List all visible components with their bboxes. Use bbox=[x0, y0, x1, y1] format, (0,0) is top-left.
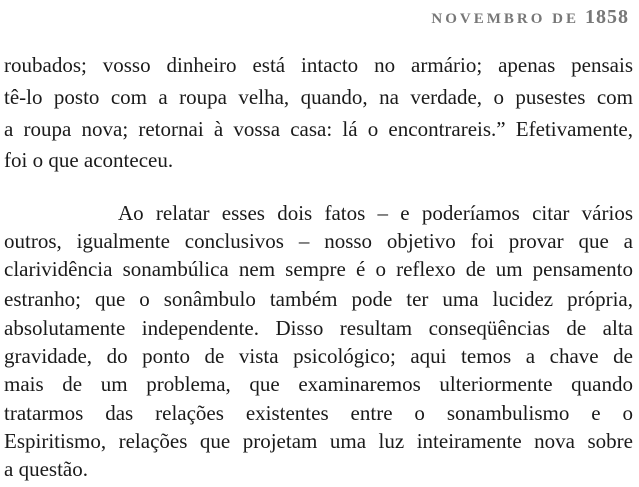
paragraph-2-line: Ao relatar esses dois fatos – e poderíamos citar vários bbox=[118, 201, 633, 225]
paragraph-2-line: mais de um problema, que examinaremos ulteriormente quando bbox=[4, 372, 633, 396]
paragraph-1-line: tê-lo posto com a roupa velha, quando, na verdade, o pusestes com bbox=[4, 85, 633, 109]
paragraph-2-line: clarividência sonambúlica nem sempre é o reflexo de um pensamento bbox=[4, 257, 633, 281]
running-head-year: 1858 bbox=[585, 6, 629, 28]
paragraph-1-line: roubados; vosso dinheiro está intacto no armário; apenas pensais bbox=[4, 53, 633, 77]
paragraph-2-line: tratarmos das relações existentes entre o sonambulismo e o bbox=[4, 401, 633, 425]
paragraph-2-line: gravidade, do ponto de vista psicológico; aqui temos a chave de bbox=[4, 344, 633, 368]
paragraph-2-line: Espiritismo, relações que projetam uma luz inteiramente nova sobre bbox=[4, 429, 633, 453]
paragraph-2-line: outros, igualmente conclusivos – nosso objetivo foi provar que a bbox=[4, 229, 633, 253]
paragraph-1-line: a roupa nova; retornai à vossa casa: lá o encontrareis.” Efetivamente, bbox=[4, 117, 633, 141]
paragraph-2-line: estranho; que o sonâmbulo também pode ter uma lucidez própria, bbox=[4, 287, 633, 311]
paragraph-2-line: absolutamente independente. Disso resultam conseqüências de alta bbox=[4, 316, 633, 340]
paragraph-2-line: a questão. bbox=[4, 457, 88, 481]
running-head bbox=[431, 6, 629, 29]
running-head-month: NOVEMBRO DE bbox=[431, 11, 579, 27]
paragraph-1-line: foi o que aconteceu. bbox=[4, 148, 174, 172]
